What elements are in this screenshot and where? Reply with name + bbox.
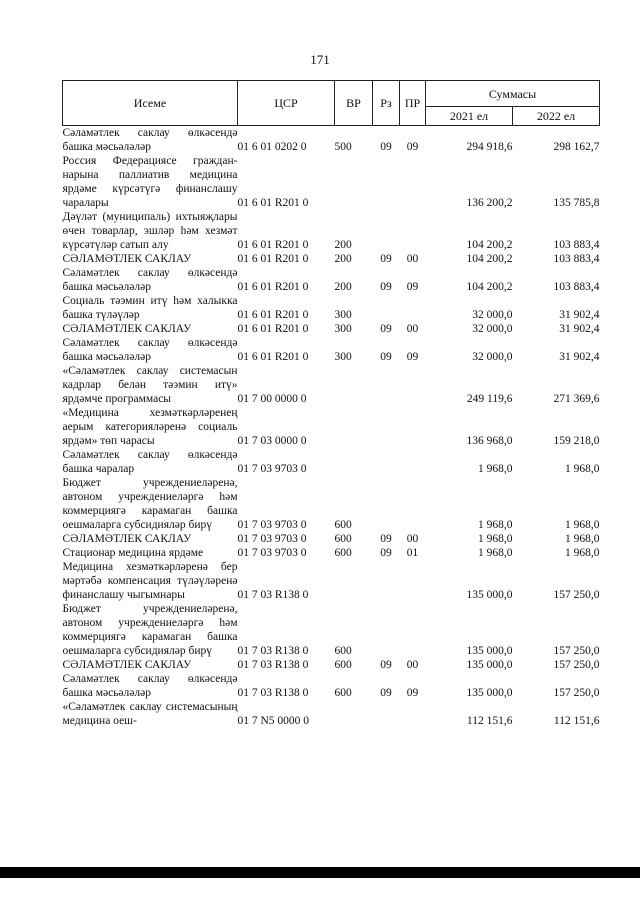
row-vr: 600: [334, 659, 352, 671]
row-sum-2022: 31 902,4: [559, 309, 600, 321]
row-sum-2021: 104 200,2: [466, 239, 513, 251]
row-name: СӘЛАМӘТЛЕК САКЛАУ: [62, 253, 192, 265]
row-pr: [400, 602, 426, 658]
row-rz: [373, 560, 400, 602]
row-name: «Сәламәтлек саклау системасының медицина оеш-: [62, 701, 238, 727]
row-vr: 300: [334, 351, 352, 363]
row-sum-2022: 298 162,7: [553, 141, 600, 153]
row-name: Стационар медицина ярдәме: [62, 547, 204, 559]
row-vr: [335, 560, 373, 602]
row-vr: [335, 364, 373, 406]
row-name: Россия Федерациясе гражданнарына паллиатив медицина ярдәме күрсәтүгә финанслашу чаралары: [62, 155, 238, 209]
row-vr: [335, 448, 373, 476]
row-rz: [373, 364, 400, 406]
table-row: [63, 154, 600, 210]
row-vr: 600: [334, 519, 352, 531]
header-csr: ЦСР: [238, 81, 335, 126]
row-rz: 09: [380, 253, 392, 265]
row-name: «Сәламәтлек саклау системасын кадрлар белән тәэмин итү» ярдәмче программасы: [62, 365, 238, 405]
row-csr: 01 7 03 R138 0: [237, 645, 309, 657]
row-sum-2021: 104 200,2: [466, 253, 513, 265]
row-pr: [400, 448, 426, 476]
row-csr: 01 6 01 R201 0: [237, 253, 309, 265]
row-sum-2021: 135 000,0: [466, 645, 513, 657]
header-year-2022: 2022 ел: [513, 107, 600, 126]
row-sum-2022: 271 369,6: [553, 393, 600, 405]
row-vr: [335, 700, 373, 728]
row-sum-2021: 135 000,0: [466, 589, 513, 601]
row-sum-2022: 157 250,0: [553, 645, 600, 657]
row-csr: 01 7 N5 0000 0: [237, 715, 310, 727]
row-csr: 01 7 03 9703 0: [237, 533, 307, 545]
row-name: Сәламәтлек саклау өлкәсендә башка мәсьәләләр: [62, 673, 238, 699]
row-vr: [335, 406, 373, 448]
row-rz: [373, 448, 400, 476]
row-sum-2022: 103 883,4: [553, 239, 600, 251]
header-sums: Суммасы: [426, 81, 600, 107]
row-csr: 01 7 03 9703 0: [237, 547, 307, 559]
table-row: [63, 672, 600, 700]
row-name: Дәүләт (муниципаль) ихтыяҗлары өчен товарлар, эшләр һәм хезмәт күрсәтүләр сатып алу: [62, 211, 238, 251]
row-pr: [400, 364, 426, 406]
row-pr: [400, 294, 426, 322]
row-name: Сәламәтлек саклау өлкәсендә башка мәсьәләләр: [62, 267, 238, 293]
row-rz: [373, 210, 400, 252]
row-pr: 09: [406, 351, 419, 363]
row-sum-2021: 1 968,0: [478, 463, 513, 475]
row-sum-2021: 1 968,0: [478, 533, 513, 545]
row-vr: 600: [334, 547, 352, 559]
header-vr: ВР: [335, 81, 373, 126]
row-name: Сәламәтлек саклау өлкәсендә башка мәсьәләләр: [62, 337, 238, 363]
row-pr: 09: [406, 281, 419, 293]
table-row: [63, 322, 600, 336]
row-csr: 01 7 03 R138 0: [237, 687, 309, 699]
row-csr: 01 6 01 R201 0: [237, 351, 309, 363]
table-row: [63, 266, 600, 294]
row-name: Социаль тәэмин итү һәм халыкка башка түләүләр: [62, 295, 238, 321]
row-sum-2021: 32 000,0: [472, 351, 513, 363]
row-rz: 09: [380, 687, 392, 699]
row-sum-2022: 135 785,8: [553, 197, 600, 209]
row-csr: 01 6 01 R201 0: [237, 281, 309, 293]
table-row: [63, 448, 600, 476]
table-row: [63, 364, 600, 406]
row-vr: 600: [334, 533, 352, 545]
row-name: Сәламәтлек саклау өлкәсендә башка мәсьәләләр: [62, 127, 238, 153]
header-name: Исеме: [63, 81, 238, 126]
row-vr: 200: [334, 253, 352, 265]
row-name: СӘЛАМӘТЛЕК САКЛАУ: [62, 533, 192, 545]
row-csr: 01 6 01 R201 0: [237, 323, 309, 335]
scan-border: [0, 867, 640, 878]
table-row: [63, 700, 600, 728]
row-pr: [400, 476, 426, 532]
table-row: [63, 294, 600, 322]
table-row: [63, 336, 600, 364]
table-row: [63, 476, 600, 532]
row-pr: [400, 700, 426, 728]
row-sum-2021: 32 000,0: [472, 309, 513, 321]
row-pr: 00: [406, 323, 419, 335]
row-vr: 600: [334, 687, 352, 699]
row-rz: [373, 294, 400, 322]
row-sum-2022: 1 968,0: [565, 533, 600, 545]
table-row: [63, 602, 600, 658]
row-sum-2021: 249 119,6: [466, 393, 513, 405]
table-row: [63, 126, 600, 155]
row-sum-2022: 1 968,0: [565, 519, 600, 531]
row-name: Бюджет учреждениеләренә, автоном учреждениеләргә һәм коммерциягә карамаган башка оешмаларга субсидияләр бирү: [62, 603, 238, 657]
row-rz: 09: [380, 659, 392, 671]
row-rz: [373, 154, 400, 210]
row-rz: 09: [380, 141, 392, 153]
row-rz: [373, 602, 400, 658]
row-vr: 300: [334, 323, 352, 335]
row-csr: 01 6 01 R201 0: [237, 197, 309, 209]
row-pr: 01: [406, 547, 419, 559]
row-sum-2021: 136 200,2: [466, 197, 513, 209]
row-vr: 500: [334, 141, 352, 153]
row-name: «Медицина хезмәткәрләренең аерым категорияләренә социаль ярдәм» төп чарасы: [62, 407, 238, 447]
row-csr: 01 6 01 0202 0: [237, 141, 307, 153]
row-rz: 09: [380, 547, 392, 559]
row-rz: [373, 700, 400, 728]
row-pr: [400, 154, 426, 210]
row-csr: 01 6 01 R201 0: [237, 309, 309, 321]
row-name: Бюджет учреждениеләренә, автоном учреждениеләргә һәм коммерциягә карамаган башка оешмаларга субсидияләр бирү: [62, 477, 238, 531]
row-sum-2021: 32 000,0: [472, 323, 513, 335]
budget-table: [62, 80, 600, 728]
row-sum-2022: 1 968,0: [565, 463, 600, 475]
table-row: [63, 560, 600, 602]
row-sum-2022: 31 902,4: [559, 323, 600, 335]
row-pr: 09: [406, 141, 419, 153]
table-row: [63, 546, 600, 560]
row-name: СӘЛАМӘТЛЕК САКЛАУ: [62, 659, 192, 671]
table-row: [63, 532, 600, 546]
header-year-2021: 2021 ел: [426, 107, 513, 126]
row-csr: 01 7 03 R138 0: [237, 589, 309, 601]
row-sum-2022: 31 902,4: [559, 351, 600, 363]
table-row: [63, 406, 600, 448]
row-sum-2021: 136 968,0: [466, 435, 513, 447]
row-sum-2021: 1 968,0: [478, 519, 513, 531]
row-csr: 01 7 03 9703 0: [237, 463, 307, 475]
row-rz: 09: [380, 351, 392, 363]
header-pr: ПР: [400, 81, 426, 126]
row-csr: 01 7 03 R138 0: [237, 659, 309, 671]
row-sum-2022: 112 151,6: [553, 715, 600, 727]
row-rz: 09: [380, 281, 392, 293]
header-rz: Рз: [373, 81, 400, 126]
row-csr: 01 7 03 9703 0: [237, 519, 307, 531]
row-sum-2022: 103 883,4: [553, 253, 600, 265]
row-pr: 00: [406, 533, 419, 545]
row-csr: 01 7 00 0000 0: [237, 393, 307, 405]
row-sum-2021: 135 000,0: [466, 687, 513, 699]
table-row: [63, 210, 600, 252]
row-pr: [400, 406, 426, 448]
row-name: Сәламәтлек саклау өлкәсендә башка чаралар: [62, 449, 238, 475]
row-pr: 09: [406, 687, 419, 699]
row-sum-2022: 103 883,4: [553, 281, 600, 293]
row-vr: 200: [334, 239, 352, 251]
row-vr: [335, 154, 373, 210]
row-rz: [373, 406, 400, 448]
row-vr: 300: [334, 309, 352, 321]
table-row: [63, 658, 600, 672]
row-sum-2022: 159 218,0: [553, 435, 600, 447]
row-vr: 200: [334, 281, 352, 293]
row-pr: [400, 210, 426, 252]
row-name: СӘЛАМӘТЛЕК САКЛАУ: [62, 323, 192, 335]
row-sum-2021: 104 200,2: [466, 281, 513, 293]
row-vr: 600: [334, 645, 352, 657]
row-pr: 00: [406, 253, 419, 265]
row-pr: [400, 560, 426, 602]
row-csr: 01 6 01 R201 0: [237, 239, 309, 251]
table-row: [63, 252, 600, 266]
row-rz: [373, 476, 400, 532]
row-sum-2022: 157 250,0: [553, 589, 600, 601]
row-pr: 00: [406, 659, 419, 671]
row-sum-2021: 135 000,0: [466, 659, 513, 671]
row-rz: 09: [380, 323, 392, 335]
row-sum-2021: 294 918,6: [466, 141, 513, 153]
table-body: [63, 126, 600, 729]
row-sum-2021: 1 968,0: [478, 547, 513, 559]
row-sum-2021: 112 151,6: [466, 715, 513, 727]
row-sum-2022: 157 250,0: [553, 687, 600, 699]
page-number: 171: [310, 52, 330, 67]
row-sum-2022: 157 250,0: [553, 659, 600, 671]
row-csr: 01 7 03 0000 0: [237, 435, 307, 447]
row-rz: 09: [380, 533, 392, 545]
row-sum-2022: 1 968,0: [565, 547, 600, 559]
row-name: Медицина хезмәткәрләренә бер мәртәбә компенсация түләүләренә финанслашу чыгымнары: [62, 561, 238, 601]
